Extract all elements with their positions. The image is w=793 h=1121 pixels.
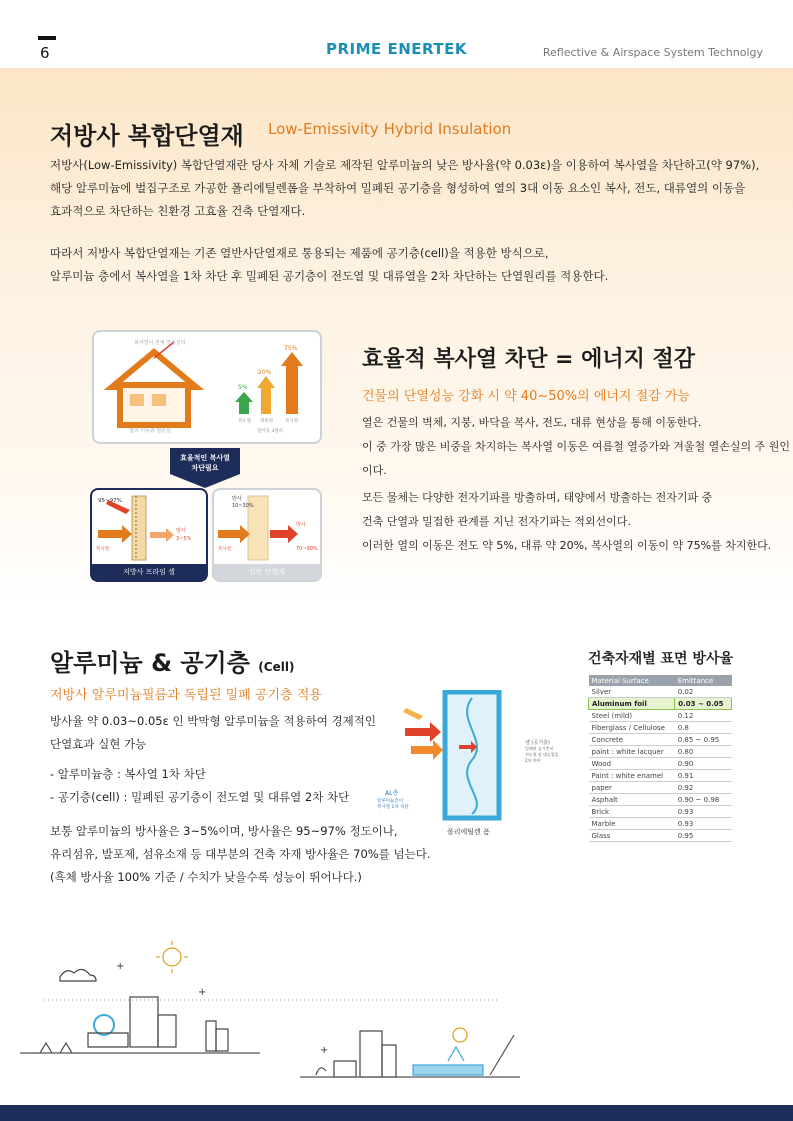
text-line: 이러한 열의 이동은 전도 약 5%, 대류 약 20%, 복사열의 이동이 약 75%를 차지한다. (362, 539, 772, 552)
heat-label: 복사열 (218, 547, 232, 552)
table-row (589, 794, 732, 806)
bar-label: 복사열 (285, 419, 299, 424)
svg-text:+: + (116, 961, 125, 972)
emittance-cell: 0.12 (675, 710, 732, 722)
cell-title-small: (Cell) (258, 660, 295, 674)
text-line: (흑체 방사율 100% 기준 / 수치가 낮을수록 성능이 뛰어나다.) (50, 870, 362, 884)
house-diagram (94, 332, 320, 442)
text-line: 이 중 가장 많은 비중을 차지하는 복사열 이동은 여름철 열증가와 겨울철 열손실의 주 원인이다. (362, 440, 790, 477)
general-insulation-box (212, 488, 322, 582)
prime-cell-caption: 저방사 프라임 셀 (92, 564, 206, 580)
cell-subtitle: 저방사 알루미늄필름과 독립된 밀폐 공기층 적용 (50, 688, 322, 703)
bullet-item: - 알루미늄층 : 복사열 1차 차단 (50, 767, 206, 781)
text-line: 건축 단열과 밀접한 관계를 지닌 전자기파는 적외선이다. (362, 515, 631, 528)
reflect-label: 반사 (232, 496, 242, 502)
reflect-pct: 95~97% (98, 498, 122, 504)
table-row (589, 782, 732, 794)
tagline: Reflective & Airspace System Technolgy (542, 46, 763, 59)
callout-arrow (170, 448, 240, 488)
convection-bar (261, 388, 271, 414)
energy-subtitle: 건물의 단열성능 강화 시 약 40~50%의 에너지 절감 가능 (362, 389, 690, 404)
text-line: 보통 알루미늄의 방사율은 3~5%이며, 방사율은 95~97% 정도이나, (50, 824, 398, 838)
emissivity-table (588, 675, 732, 842)
cell-label: 밀폐된 공기층이 (525, 746, 554, 751)
emit-label: 방사 (296, 522, 306, 528)
text-line: 단열효과 실현 가능 (50, 737, 147, 751)
intro-title-en: Low-Emissivity Hybrid Insulation (268, 120, 512, 138)
emittance-cell: 0.92 (675, 782, 732, 794)
cell-paragraph-1 (50, 710, 376, 756)
material-cell: Wood (589, 758, 675, 770)
column-header: Material Surface (589, 675, 675, 686)
emittance-cell: 0.93 (675, 818, 732, 830)
energy-paragraph-2 (362, 486, 771, 558)
emittance-cell: 0.93 (675, 806, 732, 818)
table-row (589, 830, 732, 842)
text-line: 알루미늄 층에서 복사열을 1차 차단 후 밀폐된 공기층이 전도열 및 대류열을 2차 차단하는 단열원리를 적용한다. (50, 269, 609, 283)
emittance-cell: 0.03 ~ 0.05 (675, 698, 732, 710)
callout-line: 효율적인 복사열 (180, 454, 230, 462)
reflect-pct: 10~30% (232, 503, 254, 509)
cell-label: 전도열 및 대류열을 (525, 752, 559, 757)
emittance-cell: 0.80 (675, 746, 732, 758)
footer-bar (0, 1105, 793, 1121)
emittance-cell: 0.90 ~ 0.98 (675, 794, 732, 806)
al-label: 복사열 1차 차단 (377, 805, 409, 810)
radiation-bar (286, 366, 298, 414)
energy-title: 효율적 복사열 차단 = 에너지 절감 (362, 347, 696, 372)
emittance-cell: 0.90 (675, 758, 732, 770)
emit-label: 방사 (176, 528, 186, 534)
material-cell: Brick (589, 806, 675, 818)
brand-name: PRIME ENERTEK (325, 40, 468, 58)
table-row (589, 758, 732, 770)
table-row (589, 710, 732, 722)
material-cell: Marble (589, 818, 675, 830)
bar-label: 전도열 (238, 419, 252, 424)
cell-title (50, 643, 294, 678)
material-cell: Silver (589, 686, 675, 698)
cell-label: 2차 차단 (525, 758, 541, 763)
table-row (589, 746, 732, 758)
cell-label: 셀 (공기층) (525, 740, 550, 746)
pct-radiation: 75% (284, 345, 298, 352)
emit-pct: 70~90% (296, 546, 318, 552)
column-header: Emittance (675, 675, 732, 686)
text-line: 해당 알루미늄에 벌집구조로 가공한 폴리에틸렌폼을 부착하여 밀폐된 공기층을 형성하여 열의 3대 이동 요소인 복사, 전도, 대류열의 이동을 (50, 181, 746, 195)
emittance-cell: 0.91 (675, 770, 732, 782)
energy-paragraph-1 (362, 411, 793, 483)
pct-conduction: 5% (238, 384, 248, 391)
page-number: 6 (40, 44, 50, 62)
prime-cell-box (90, 488, 208, 582)
text-line: 효과적으로 차단하는 친환경 고효율 건축 단열재다. (50, 204, 306, 218)
bar-caption: 열이동 3원칙 (257, 429, 284, 434)
cell-diagram (375, 690, 575, 840)
foam-label: 폴리에틸렌 폼 (447, 828, 490, 836)
table-row (589, 770, 732, 782)
footer-city-illustration (20, 925, 540, 1100)
material-cell: Paint : white enamel (589, 770, 675, 782)
text-line: 따라서 저방사 복합단열재는 기존 열반사단열재로 통용되는 제품에 공기층(cell)을 적용한 방식으로, (50, 246, 549, 260)
material-cell: Aluminum foil (589, 698, 675, 710)
table-row (589, 818, 732, 830)
intro-paragraph-2 (50, 242, 770, 288)
table-header-row (589, 675, 732, 686)
material-cell: Asphalt (589, 794, 675, 806)
text-line: 열은 건물의 벽체, 지붕, 바닥을 복사, 전도, 대류 현상을 통해 이동한다. (362, 416, 702, 429)
material-cell: Concrete (589, 734, 675, 746)
general-insulation-caption: 일반 단열재 (214, 564, 320, 580)
table-row (589, 698, 732, 710)
emissivity-table-title: 건축자재별 표면 방사율 (588, 651, 733, 667)
text-line: 유리섬유, 발포제, 섬유소재 등 대부분의 건축 자재 방사율은 70%를 넘는다. (50, 847, 431, 861)
cell-bullets (50, 763, 349, 809)
emit-pct: 3~5% (176, 536, 192, 542)
table-row (589, 722, 732, 734)
material-cell: Steel (mild) (589, 710, 675, 722)
material-cell: paper (589, 782, 675, 794)
pct-convection: 20% (258, 369, 272, 376)
heat-transfer-card (92, 330, 322, 444)
emittance-cell: 0.8 (675, 722, 732, 734)
callout-line: 차단필요 (191, 464, 219, 472)
intro-paragraph-1 (50, 154, 770, 223)
cell-title-main: 알루미늄 & 공기층 (50, 649, 250, 677)
text-line: 모든 물체는 다양한 전자기파를 방출하며, 태양에서 방출하는 전자기파 중 (362, 491, 713, 504)
al-label: AL층 (385, 790, 399, 797)
table-row (589, 806, 732, 818)
house-top-label: 복사열이 전체 열손실의 (134, 340, 186, 346)
al-label: 알루미늄층이 (377, 799, 404, 804)
bar-label: 대류열 (260, 419, 274, 424)
heat-label: 복사열 (96, 547, 110, 552)
house-caption: 열의 이동과 열손실 (129, 428, 171, 434)
emittance-cell: 0.95 (675, 830, 732, 842)
conduction-bar (239, 402, 249, 414)
emittance-cell: 0.02 (675, 686, 732, 698)
intro-title: 저방사 복합단열재 (50, 122, 244, 150)
table-row (589, 686, 732, 698)
material-cell: Glass (589, 830, 675, 842)
table-row (589, 734, 732, 746)
svg-text:+: + (198, 987, 207, 998)
bullet-item: - 공기층(cell) : 밀폐된 공기층이 전도열 및 대류열 2차 차단 (50, 790, 350, 804)
material-cell: Fiberglass / Cellulose (589, 722, 675, 734)
emittance-cell: 0.85 ~ 0.95 (675, 734, 732, 746)
svg-text:+: + (320, 1045, 329, 1056)
text-line: 방사율 약 0.03~0.05ε 인 박막형 알루미늄을 적용하여 경제적인 (50, 714, 376, 728)
material-cell: paint : white lacquer (589, 746, 675, 758)
cell-paragraph-2 (50, 820, 430, 889)
text-line: 저방사(Low-Emissivity) 복합단열재란 당사 자체 기술로 제작된 알루미늄의 낮은 방사율(약 0.03ε)을 이용하여 복사열을 차단하고(약 97%), (50, 158, 760, 172)
